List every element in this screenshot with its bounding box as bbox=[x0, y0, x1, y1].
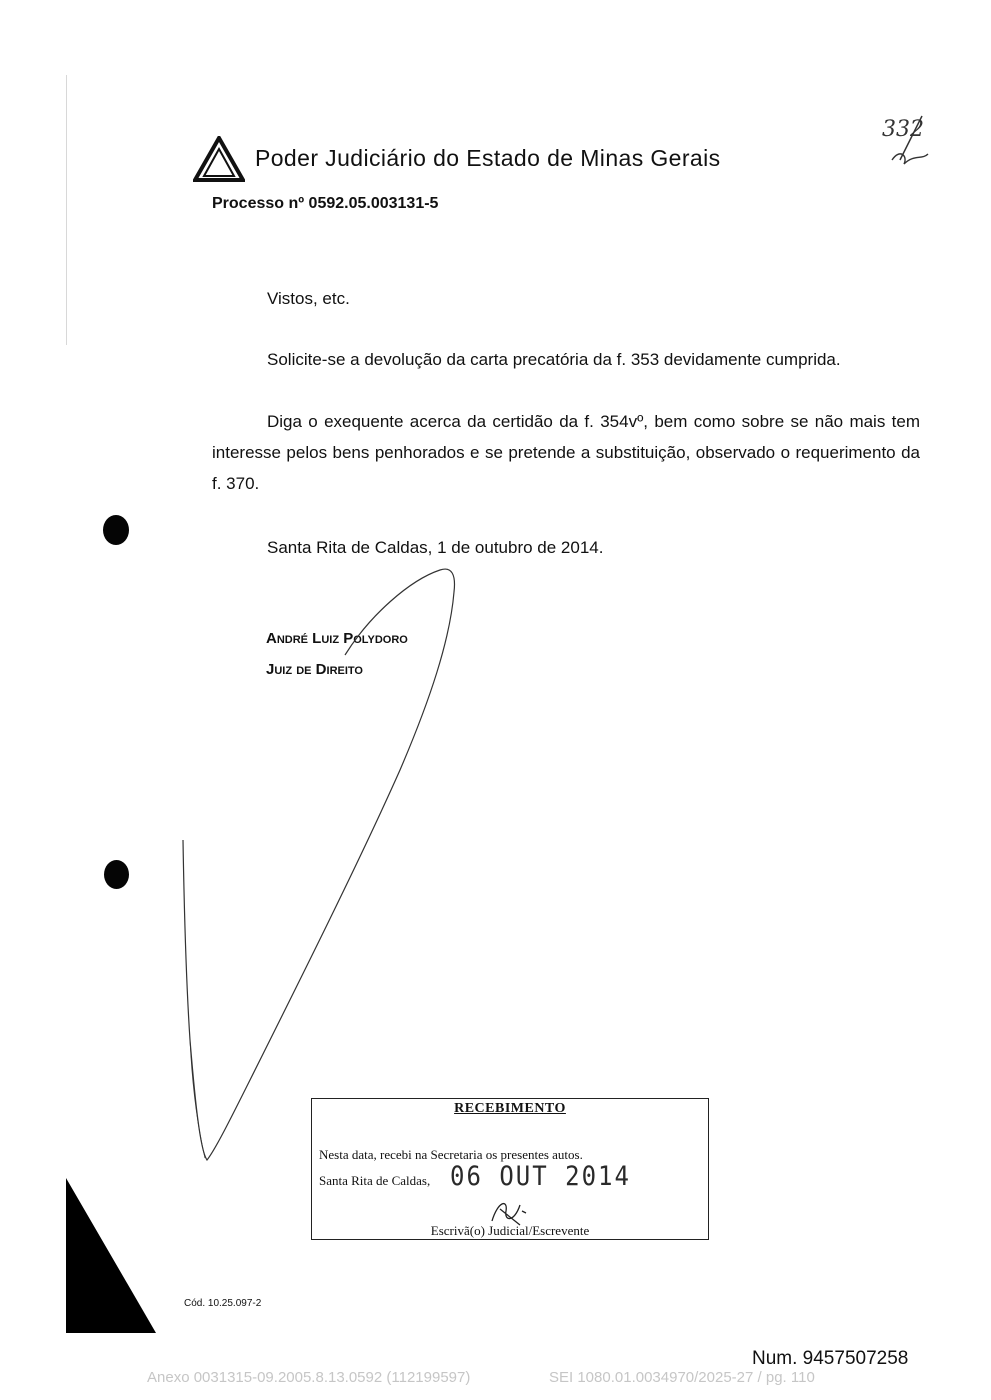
court-logo-triangle-icon bbox=[193, 136, 245, 184]
punch-hole-bottom bbox=[104, 860, 129, 889]
form-code: Cód. 10.25.097-2 bbox=[184, 1298, 262, 1309]
scan-edge-line bbox=[66, 75, 67, 345]
receipt-signature-label: Escrivã(o) Judicial/Escrevente bbox=[430, 1223, 590, 1238]
place-and-date: Santa Rita de Caldas, 1 de outubro de 2014. bbox=[267, 538, 604, 557]
receipt-line-2: Santa Rita de Caldas, bbox=[319, 1173, 431, 1188]
judge-title: Juiz de Direito bbox=[266, 661, 363, 678]
opening-paragraph: Vistos, etc. bbox=[267, 289, 350, 308]
receipt-title: RECEBIMENTO bbox=[454, 1101, 566, 1116]
process-number: Processo nº 0592.05.003131-5 bbox=[212, 195, 439, 212]
annex-reference: Anexo 0031315-09.2005.8.13.0592 (112199597) bbox=[147, 1369, 471, 1386]
court-name: Poder Judiciário do Estado de Minas Gerais bbox=[255, 145, 721, 171]
handwritten-page-number bbox=[878, 104, 934, 176]
receipt-stamp-box bbox=[311, 1098, 709, 1240]
punch-hole-top bbox=[103, 515, 129, 545]
scan-corner-shadow bbox=[66, 1178, 156, 1333]
receipt-stamp-date: 06 OUT 2014 bbox=[450, 1160, 631, 1192]
paragraph-carta-precatoria: Solicite-se a devolução da carta precatória da f. 353 devidamente cumprida. bbox=[267, 350, 841, 369]
document-number: Num. 9457507258 bbox=[752, 1348, 909, 1369]
paragraph-exequente: Diga o exequente acerca da certidão da f. 354vº, bem como sobre se não mais tem interesse pelos bens penhorados e se pretende a substituição, observado o requerimento da f. 370. bbox=[212, 412, 920, 493]
sei-reference: SEI 1080.01.0034970/2025-27 / pg. 110 bbox=[549, 1369, 815, 1386]
receipt-line-1: Nesta data, recebi na Secretaria os presentes autos. bbox=[319, 1147, 583, 1162]
page-number-text: 332 bbox=[882, 117, 924, 142]
judge-name: André Luiz Polydoro bbox=[266, 630, 408, 647]
